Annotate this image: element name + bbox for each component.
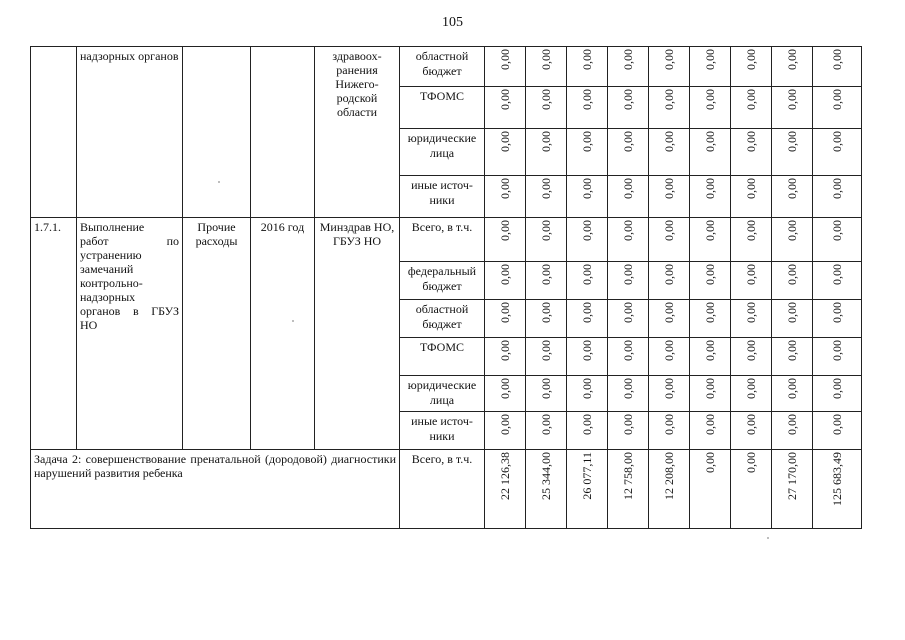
- value-cell: [690, 450, 731, 529]
- value-cell: [813, 376, 862, 412]
- measure-name-line: замечаний: [80, 262, 134, 276]
- value-cell: [772, 412, 813, 450]
- period-cell: 2016 год: [251, 218, 315, 450]
- scan-speck: [767, 537, 769, 539]
- value-cell: [731, 262, 772, 300]
- amount-value: 0,00: [621, 302, 635, 323]
- amount-value: 0,00: [744, 452, 758, 473]
- value-cell: [731, 87, 772, 129]
- value-cell: [690, 87, 731, 129]
- amount-value: 0,00: [830, 378, 844, 399]
- value-cell: [649, 87, 690, 129]
- amount-value: 0,00: [498, 340, 512, 361]
- value-cell: [772, 129, 813, 176]
- amount-value: 0,00: [539, 49, 553, 70]
- amount-value: 0,00: [785, 414, 799, 435]
- value-cell: [813, 47, 862, 87]
- amount-value: 0,00: [785, 220, 799, 241]
- amount-value: 0,00: [662, 340, 676, 361]
- value-cell: [526, 450, 567, 529]
- amount-value: 0,00: [621, 178, 635, 199]
- executor-cell: [315, 47, 400, 218]
- amount-value: 0,00: [539, 378, 553, 399]
- amount-value: 0,00: [662, 220, 676, 241]
- value-cell: [731, 176, 772, 218]
- value-cell: [813, 87, 862, 129]
- amount-value: 26 077,11: [580, 452, 594, 500]
- amount-value: 0,00: [539, 220, 553, 241]
- value-cell: [731, 300, 772, 338]
- measure-name: [80, 220, 179, 332]
- value-cell: [608, 376, 649, 412]
- amount-value: 0,00: [785, 89, 799, 110]
- value-cell: [813, 129, 862, 176]
- amount-value: 0,00: [621, 131, 635, 152]
- value-cell: [608, 129, 649, 176]
- table-row: [31, 218, 862, 262]
- value-cell: [567, 376, 608, 412]
- value-cell: [485, 338, 526, 376]
- amount-value: 0,00: [744, 49, 758, 70]
- source-cell: ТФОМС: [400, 338, 485, 376]
- amount-value: 0,00: [621, 220, 635, 241]
- amount-value: 0,00: [580, 178, 594, 199]
- value-cell: [485, 87, 526, 129]
- amount-value: 0,00: [744, 178, 758, 199]
- value-cell: [731, 376, 772, 412]
- value-cell: [649, 47, 690, 87]
- value-cell: [526, 412, 567, 450]
- value-cell: [608, 87, 649, 129]
- amount-value: 0,00: [580, 378, 594, 399]
- amount-value: 0,00: [539, 302, 553, 323]
- row-number-cell: [31, 47, 77, 218]
- expense-type-cell: [183, 47, 251, 218]
- scan-speck: [218, 181, 220, 183]
- amount-value: 0,00: [580, 220, 594, 241]
- amount-value: 0,00: [830, 178, 844, 199]
- amount-value: 0,00: [621, 89, 635, 110]
- measure-name-line: надзорных: [80, 290, 136, 304]
- value-cell: [813, 412, 862, 450]
- value-cell: [608, 412, 649, 450]
- value-cell: [567, 412, 608, 450]
- expense-type-cell: Прочие расходы: [183, 218, 251, 450]
- amount-value: 0,00: [580, 89, 594, 110]
- amount-value: 0,00: [785, 131, 799, 152]
- value-cell: [813, 450, 862, 529]
- amount-value: 0,00: [744, 340, 758, 361]
- amount-value: 0,00: [830, 340, 844, 361]
- value-cell: [485, 376, 526, 412]
- value-cell: [731, 412, 772, 450]
- value-cell: [772, 450, 813, 529]
- value-cell: [690, 47, 731, 87]
- value-cell: [813, 300, 862, 338]
- amount-value: 0,00: [744, 302, 758, 323]
- value-cell: [690, 300, 731, 338]
- value-cell: [608, 450, 649, 529]
- amount-value: 0,00: [662, 264, 676, 285]
- table-row: [31, 47, 862, 87]
- measure-name-line: работ по: [80, 234, 179, 248]
- measure-name-cell: [77, 47, 183, 218]
- table-row: [31, 450, 862, 529]
- value-cell: [813, 218, 862, 262]
- value-cell: [731, 450, 772, 529]
- source-cell: областной бюджет: [400, 47, 485, 87]
- value-cell: [772, 176, 813, 218]
- amount-value: 0,00: [539, 340, 553, 361]
- amount-value: 0,00: [498, 89, 512, 110]
- value-cell: [649, 450, 690, 529]
- measure-name-line: Выполнение: [80, 220, 145, 234]
- value-cell: [690, 338, 731, 376]
- value-cell: [485, 218, 526, 262]
- amount-value: 12 758,00: [621, 452, 635, 500]
- amount-value: 0,00: [539, 178, 553, 199]
- value-cell: [567, 87, 608, 129]
- value-cell: [567, 129, 608, 176]
- amount-value: 125 683,49: [830, 452, 844, 506]
- measure-name-line: органов в ГБУЗ: [80, 304, 179, 318]
- amount-value: 0,00: [662, 49, 676, 70]
- amount-value: 0,00: [785, 49, 799, 70]
- amount-value: 0,00: [580, 264, 594, 285]
- amount-value: 0,00: [498, 220, 512, 241]
- amount-value: 0,00: [785, 378, 799, 399]
- period-cell: [251, 47, 315, 218]
- amount-value: 0,00: [830, 89, 844, 110]
- amount-value: 0,00: [498, 302, 512, 323]
- value-cell: [485, 129, 526, 176]
- row-number-cell: 1.7.1.: [31, 218, 77, 450]
- value-cell: [526, 376, 567, 412]
- value-cell: [772, 218, 813, 262]
- value-cell: [608, 300, 649, 338]
- value-cell: [649, 262, 690, 300]
- amount-value: 0,00: [703, 414, 717, 435]
- amount-value: 0,00: [539, 131, 553, 152]
- amount-value: 0,00: [830, 414, 844, 435]
- value-cell: [608, 338, 649, 376]
- value-cell: [649, 129, 690, 176]
- value-cell: [649, 176, 690, 218]
- source-cell: федеральный бюджет: [400, 262, 485, 300]
- amount-value: 0,00: [744, 220, 758, 241]
- amount-value: 0,00: [703, 178, 717, 199]
- amount-value: 0,00: [662, 302, 676, 323]
- value-cell: [567, 300, 608, 338]
- value-cell: [731, 218, 772, 262]
- amount-value: 0,00: [785, 340, 799, 361]
- amount-value: 0,00: [498, 378, 512, 399]
- amount-value: 0,00: [703, 302, 717, 323]
- amount-value: 0,00: [703, 220, 717, 241]
- source-cell: областной бюджет: [400, 300, 485, 338]
- source-cell: юридические лица: [400, 129, 485, 176]
- amount-value: 0,00: [703, 378, 717, 399]
- value-cell: [731, 338, 772, 376]
- page-number: 105: [442, 15, 463, 30]
- value-cell: [526, 176, 567, 218]
- amount-value: 0,00: [830, 131, 844, 152]
- value-cell: [772, 87, 813, 129]
- value-cell: [608, 262, 649, 300]
- value-cell: [649, 412, 690, 450]
- source-cell: Всего, в т.ч.: [400, 450, 485, 529]
- source-cell: ТФОМС: [400, 87, 485, 129]
- measure-name-line: устранению: [80, 248, 142, 262]
- value-cell: [526, 129, 567, 176]
- measure-name-line: НО: [80, 318, 98, 332]
- task-name-cell: [31, 450, 400, 529]
- value-cell: [567, 450, 608, 529]
- value-cell: [813, 338, 862, 376]
- value-cell: [649, 218, 690, 262]
- amount-value: 0,00: [662, 89, 676, 110]
- amount-value: 27 170,00: [785, 452, 799, 500]
- source-cell: Всего, в т.ч.: [400, 218, 485, 262]
- value-cell: [690, 129, 731, 176]
- amount-value: 25 344,00: [539, 452, 553, 500]
- value-cell: [649, 376, 690, 412]
- value-cell: [772, 376, 813, 412]
- value-cell: [772, 338, 813, 376]
- value-cell: [690, 176, 731, 218]
- amount-value: 0,00: [498, 264, 512, 285]
- amount-value: 0,00: [580, 340, 594, 361]
- amount-value: 0,00: [744, 414, 758, 435]
- source-cell: юридические лица: [400, 376, 485, 412]
- amount-value: 12 208,00: [662, 452, 676, 500]
- amount-value: 0,00: [580, 131, 594, 152]
- value-cell: [485, 450, 526, 529]
- value-cell: [485, 262, 526, 300]
- amount-value: 22 126,38: [498, 452, 512, 500]
- amount-value: 0,00: [621, 264, 635, 285]
- amount-value: 0,00: [621, 414, 635, 435]
- table-body: [31, 47, 862, 529]
- amount-value: 0,00: [744, 378, 758, 399]
- value-cell: [567, 262, 608, 300]
- amount-value: 0,00: [539, 414, 553, 435]
- amount-value: 0,00: [580, 302, 594, 323]
- amount-value: 0,00: [785, 178, 799, 199]
- amount-value: 0,00: [580, 49, 594, 70]
- value-cell: [526, 262, 567, 300]
- amount-value: 0,00: [830, 49, 844, 70]
- source-cell: иные источ-ники: [400, 176, 485, 218]
- value-cell: [567, 176, 608, 218]
- amount-value: 0,00: [703, 264, 717, 285]
- value-cell: [690, 262, 731, 300]
- value-cell: [608, 176, 649, 218]
- executor-cell: Минздрав НО, ГБУЗ НО: [315, 218, 400, 450]
- value-cell: [731, 129, 772, 176]
- value-cell: [690, 218, 731, 262]
- amount-value: 0,00: [744, 264, 758, 285]
- amount-value: 0,00: [539, 264, 553, 285]
- value-cell: [731, 47, 772, 87]
- value-cell: [608, 47, 649, 87]
- amount-value: 0,00: [744, 131, 758, 152]
- amount-value: 0,00: [580, 414, 594, 435]
- measure-name-cell: [77, 218, 183, 450]
- value-cell: [772, 47, 813, 87]
- value-cell: [485, 176, 526, 218]
- amount-value: 0,00: [785, 302, 799, 323]
- value-cell: [567, 218, 608, 262]
- amount-value: 0,00: [498, 178, 512, 199]
- value-cell: [485, 412, 526, 450]
- amount-value: 0,00: [830, 220, 844, 241]
- budget-table: [30, 46, 862, 529]
- amount-value: 0,00: [703, 131, 717, 152]
- executor-text: здравоох-ранения Нижего-родской области: [332, 49, 382, 119]
- amount-value: 0,00: [703, 340, 717, 361]
- value-cell: [772, 300, 813, 338]
- amount-value: 0,00: [744, 89, 758, 110]
- amount-value: 0,00: [539, 89, 553, 110]
- value-cell: [690, 376, 731, 412]
- value-cell: [526, 87, 567, 129]
- amount-value: 0,00: [830, 264, 844, 285]
- measure-name: надзорных органов: [80, 49, 179, 63]
- value-cell: [567, 338, 608, 376]
- value-cell: [608, 218, 649, 262]
- value-cell: [813, 262, 862, 300]
- amount-value: 0,00: [830, 302, 844, 323]
- value-cell: [567, 47, 608, 87]
- amount-value: 0,00: [621, 378, 635, 399]
- amount-value: 0,00: [498, 131, 512, 152]
- amount-value: 0,00: [662, 378, 676, 399]
- value-cell: [485, 300, 526, 338]
- value-cell: [526, 338, 567, 376]
- amount-value: 0,00: [662, 178, 676, 199]
- amount-value: 0,00: [703, 49, 717, 70]
- value-cell: [526, 47, 567, 87]
- value-cell: [690, 412, 731, 450]
- value-cell: [526, 218, 567, 262]
- amount-value: 0,00: [662, 414, 676, 435]
- scan-speck: [292, 320, 294, 322]
- measure-name-line: контрольно-: [80, 276, 143, 290]
- value-cell: [649, 300, 690, 338]
- amount-value: 0,00: [703, 452, 717, 473]
- amount-value: 0,00: [703, 89, 717, 110]
- value-cell: [526, 300, 567, 338]
- task-name: Задача 2: совершенствование пренатальной (дородовой) диагностики нарушений развития ребенка: [34, 452, 396, 480]
- value-cell: [813, 176, 862, 218]
- value-cell: [649, 338, 690, 376]
- source-cell: иные источ-ники: [400, 412, 485, 450]
- amount-value: 0,00: [498, 414, 512, 435]
- amount-value: 0,00: [785, 264, 799, 285]
- amount-value: 0,00: [498, 49, 512, 70]
- value-cell: [485, 47, 526, 87]
- value-cell: [772, 262, 813, 300]
- amount-value: 0,00: [662, 131, 676, 152]
- amount-value: 0,00: [621, 340, 635, 361]
- amount-value: 0,00: [621, 49, 635, 70]
